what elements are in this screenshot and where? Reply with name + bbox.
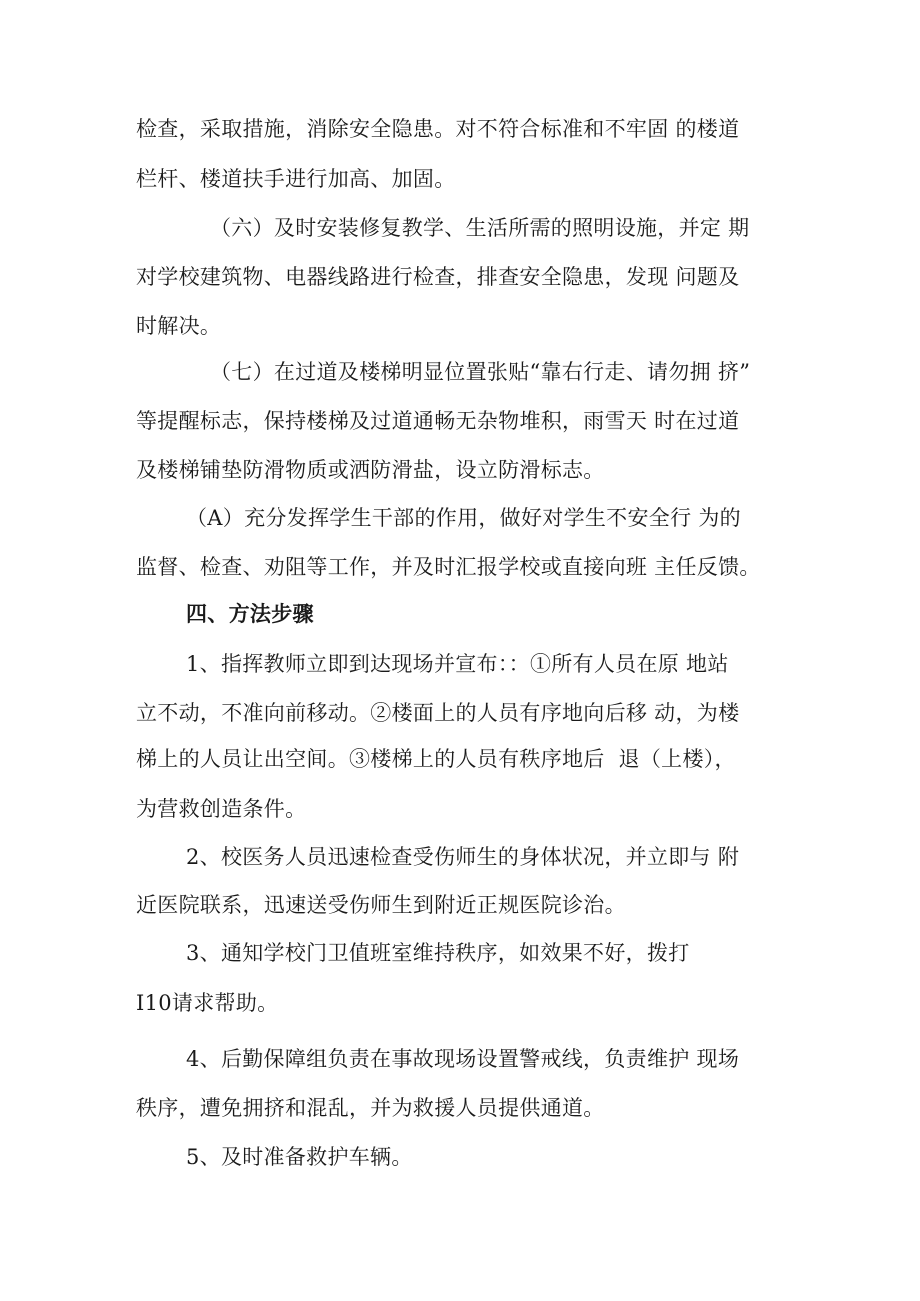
step-4-start: 4、后勤保障组负责在事故现场设置警戒线，负责维护 现场 — [186, 1047, 740, 1071]
text-line: 对学校建筑物、电器线路进行检查，排查安全隐患，发现 问题及 — [136, 265, 740, 289]
paragraph-7-start: （七）在过道及楼梯明显位置张贴“靠右行走、请勿拥 挤” — [210, 360, 751, 384]
text-line: 及楼梯铺垫防滑物质或洒防滑盐，设立防滑标志。 — [136, 458, 605, 482]
text-line: 监督、检查、劝阻等工作，并及时汇报学校或直接向班 主任反馈。 — [136, 555, 761, 579]
text-line: I10请求帮助。 — [136, 991, 279, 1015]
text-line: 立不动，不准向前移动。②楼面上的人员有序地向后移 动，为楼 — [136, 701, 740, 725]
step-2-start: 2、校医务人员迅速检查受伤师生的身体状况，并立即与 附 — [186, 845, 740, 869]
paragraph-6-start: （六）及时安装修复教学、生活所需的照明设施，并定 期 — [210, 216, 750, 240]
text-line: 时解决。 — [136, 314, 222, 338]
text-line: 梯上的人员让出空间。③楼梯上的人员有秩序地后 退（上楼）， — [136, 747, 736, 771]
step-5: 5、及时准备救护车辆。 — [186, 1145, 413, 1169]
text-line: 栏杆、楼道扶手进行加高、加固。 — [136, 167, 456, 191]
text-line: 近医院联系，迅速送受伤师生到附近正规医院诊治。 — [136, 893, 626, 917]
text-line: 等提醒标志，保持楼梯及过道通畅无杂物堆积，雨雪天 时在过道 — [136, 409, 740, 433]
step-3-start: 3、通知学校门卫值班室维持秩序，如效果不好，拨打 — [186, 941, 690, 965]
text-line: 检查，采取措施，消除安全隐患。对不符合标准和不牢固 的楼道 — [136, 117, 740, 141]
text-line: 为营救创造条件。 — [136, 797, 307, 821]
section-heading: 四、方法步骤 — [186, 601, 314, 626]
text-line: 秩序，遭免拥挤和混乱，并为救援人员提供通道。 — [136, 1096, 605, 1120]
step-1-start: 1、指挥教师立即到达现场并宣布：：①所有人员在原 地站 — [186, 652, 729, 676]
paragraph-8-start: （A）充分发挥学生干部的作用，做好对学生不安全行 为的 — [186, 506, 741, 530]
